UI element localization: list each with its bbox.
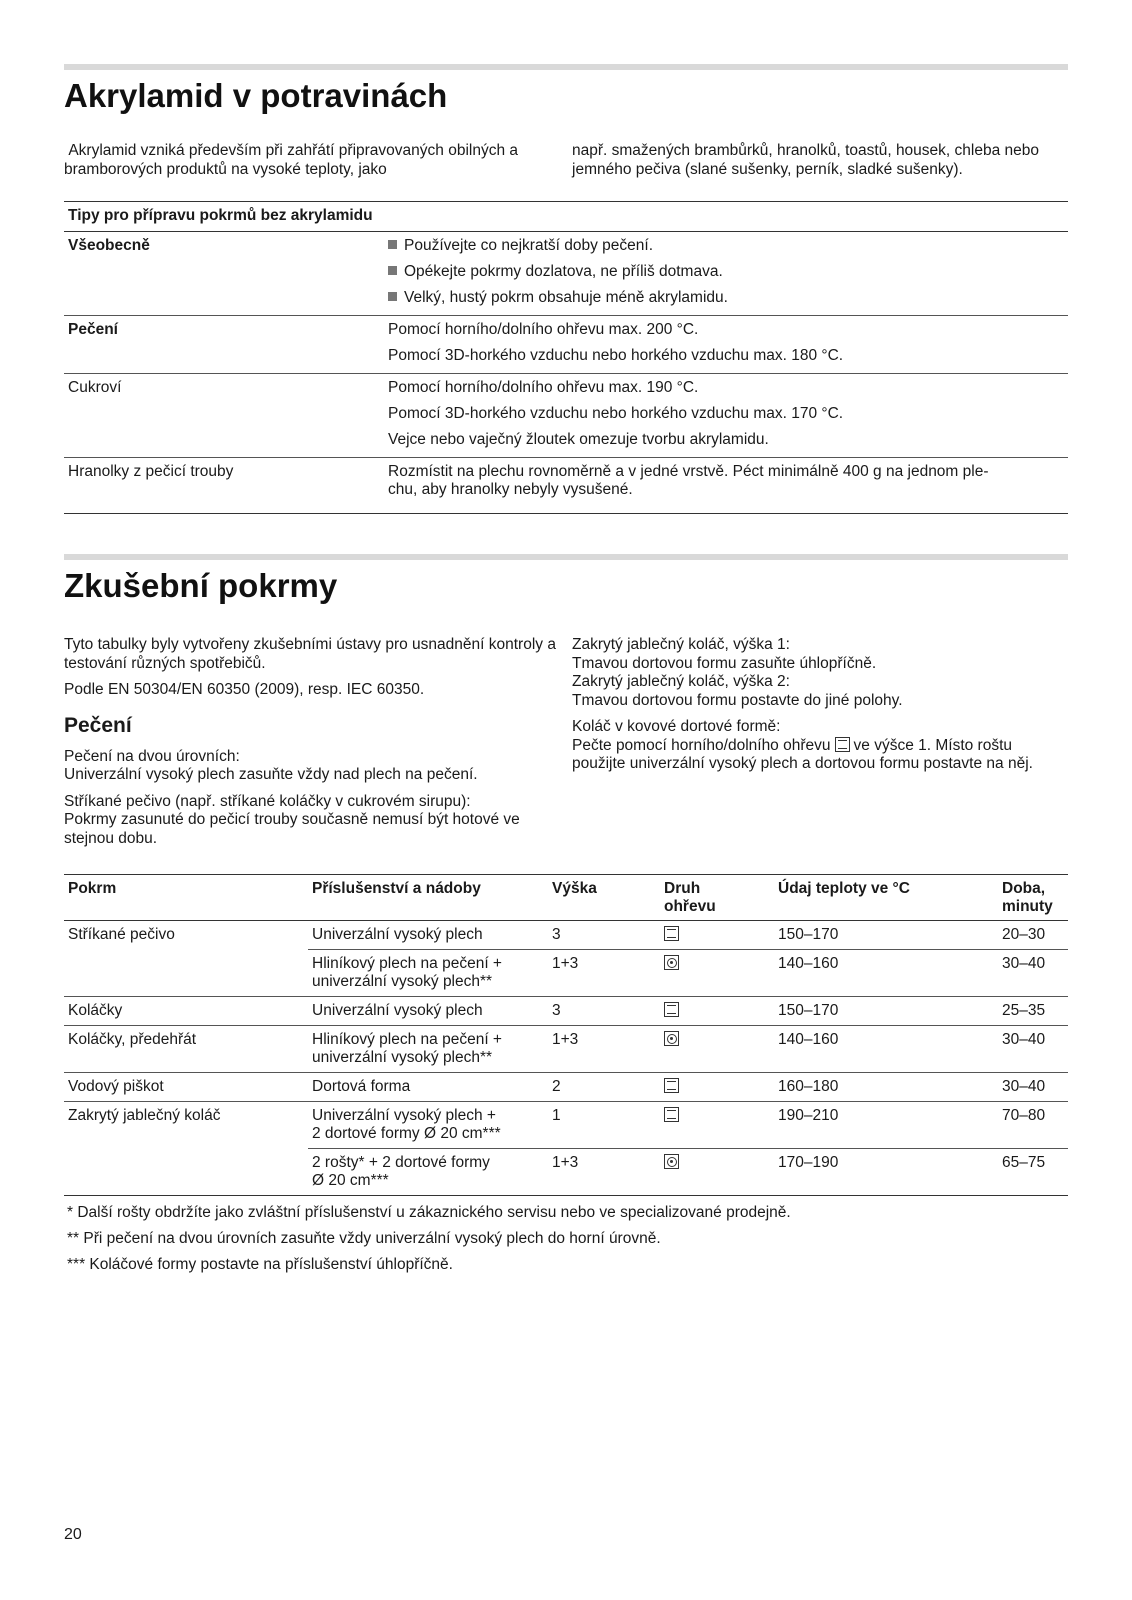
column-header: Druh ohřevu xyxy=(660,875,774,921)
tips-text: Opékejte pokrmy dozlatova, ne příliš dotmava. xyxy=(384,263,1068,289)
cell-h: 2 xyxy=(548,1073,660,1102)
tips-category xyxy=(64,431,384,458)
tips-category xyxy=(64,263,384,289)
cell-temp: 190–210 xyxy=(774,1102,998,1149)
two-levels-paragraph: Pečení na dvou úrovních: Univerzální vysoký plech zasuňte vždy nad plech na pečení. xyxy=(64,747,478,783)
cell-dish: Stříkané pečivo xyxy=(68,926,175,943)
cell-acc: Univerzální vysoký plech + 2 dortové formy Ø 20 cm*** xyxy=(308,1102,548,1149)
tips-text: Pomocí horního/dolního ohřevu max. 190 °C. xyxy=(384,374,1068,406)
footnote: *** Koláčové formy postavte na příslušenství úhlopříčně. xyxy=(67,1256,453,1273)
cell-dish: Zakrytý jablečný koláč xyxy=(64,1102,308,1149)
column-header: Příslušenství a nádoby xyxy=(308,875,548,921)
cell-dish xyxy=(64,950,308,997)
cell-h: 3 xyxy=(548,997,660,1026)
tips-row xyxy=(64,289,1068,316)
heating-type-cell xyxy=(660,1149,774,1196)
table-row xyxy=(64,1026,1068,1073)
table-row xyxy=(64,950,1068,997)
baking-subheading: Pečení xyxy=(64,713,132,737)
cell-time: 25–35 xyxy=(998,997,1068,1026)
tips-row xyxy=(64,232,1068,264)
section-divider xyxy=(64,64,1068,70)
cell-acc: Hliníkový plech na pečení + univerzální vysoký plech** xyxy=(308,1026,548,1073)
topbottom-heat-icon xyxy=(664,1078,679,1093)
column-header: Pokrm xyxy=(64,875,308,921)
tips-category: Všeobecně xyxy=(64,232,384,264)
tips-table-header: Tipy pro přípravu pokrmů bez akrylamidu xyxy=(64,202,1068,232)
cell-dish: Vodový piškot xyxy=(64,1073,308,1102)
table-row xyxy=(64,1102,1068,1149)
fan-heat-icon xyxy=(664,955,679,970)
piped-pastry-paragraph: Stříkané pečivo (např. stříkané koláčky v cukrovém sirupu): Pokrmy zasunuté do pečicí trouby současně nemusí být hotové ve stejnou dobu. xyxy=(64,792,520,847)
table-row xyxy=(64,921,1068,950)
section-divider xyxy=(64,554,1068,560)
tips-row xyxy=(64,263,1068,289)
heating-type-cell xyxy=(660,997,774,1026)
intro-columns xyxy=(64,142,1068,179)
table-row xyxy=(64,1073,1068,1102)
tips-row xyxy=(64,405,1068,431)
column-header: Výška xyxy=(548,875,660,921)
section-title-test-dishes: Zkušební pokrmy xyxy=(64,567,338,604)
tips-row xyxy=(64,347,1068,374)
column-header: Údaj teploty ve °C xyxy=(774,875,998,921)
test-dishes-table xyxy=(64,874,1068,1196)
heating-type-cell xyxy=(660,1026,774,1073)
tips-text: Vejce nebo vaječný žloutek omezuje tvorbu akrylamidu. xyxy=(388,431,769,448)
cell-time: 65–75 xyxy=(998,1149,1068,1196)
tips-row xyxy=(64,316,1068,348)
acrylamide-tips-table xyxy=(64,201,1068,514)
cell-dish: Koláčky, předehřát xyxy=(64,1026,308,1073)
tips-row xyxy=(64,458,1068,514)
metal-form-paragraph: Koláč v kovové dortové formě: Pečte pomocí horního/dolního ohřevu ve výšce 1. Místo roštu použijte univerzální vysoký plech a dortovou formu postavte na něj. xyxy=(572,718,1033,772)
tips-category xyxy=(64,289,384,316)
bullet-square-icon xyxy=(388,292,397,301)
section-title-acrylamide: Akrylamid v potravinách xyxy=(64,77,448,114)
cell-acc: Univerzální vysoký plech xyxy=(312,926,483,943)
tips-row xyxy=(64,374,1068,406)
apple-pie-paragraph: Zakrytý jablečný koláč, výška 1: Tmavou dortovou formu zasuňte úhlopříčně. Zakrytý jablečný koláč, výška 2: Tmavou dortovou formu postavte do jiné polohy. xyxy=(572,636,903,709)
tips-category: Cukroví xyxy=(64,374,384,406)
cell-dish: Koláčky xyxy=(64,997,308,1026)
heating-type-cell xyxy=(660,921,774,950)
cell-time: 20–30 xyxy=(1002,926,1046,943)
cell-time: 30–40 xyxy=(998,1026,1068,1073)
cell-h: 1+3 xyxy=(548,1149,660,1196)
cell-temp: 140–160 xyxy=(774,1026,998,1073)
topbottom-heat-icon xyxy=(664,926,679,941)
tips-category xyxy=(64,405,384,431)
tips-text: Velký, hustý pokrm obsahuje méně akrylamidu. xyxy=(384,289,1068,316)
tips-category: Pečení xyxy=(64,316,384,348)
footnote: ** Při pečení na dvou úrovních zasuňte vždy univerzální vysoký plech do horní úrovně. xyxy=(67,1230,661,1247)
page xyxy=(64,64,1068,1282)
heating-type-cell xyxy=(660,950,774,997)
intro-right: např. smažených brambůrků, hranolků, toastů, housek, chleba nebo jemného pečiva (slané sušenky, perník, sladké sušenky). xyxy=(572,142,1039,178)
tips-text: Pomocí 3D-horkého vzduchu nebo horkého vzduchu max. 170 °C. xyxy=(388,405,844,422)
fan-heat-icon xyxy=(664,1154,679,1169)
topbottom-heat-icon xyxy=(664,1107,679,1122)
cell-acc: Hliníkový plech na pečení + univerzální vysoký plech** xyxy=(308,950,548,997)
cell-temp: 150–170 xyxy=(774,997,998,1026)
page-number: 20 xyxy=(64,1526,82,1543)
fan-heat-icon xyxy=(664,1031,679,1046)
test-left-column xyxy=(64,636,560,856)
cell-acc: Univerzální vysoký plech xyxy=(308,997,548,1026)
heating-type-cell xyxy=(660,1073,774,1102)
heating-type-cell xyxy=(660,1102,774,1149)
cell-temp: 170–190 xyxy=(774,1149,998,1196)
table-row xyxy=(64,997,1068,1026)
cell-temp: 160–180 xyxy=(774,1073,998,1102)
tips-text: Rozmístit na plechu rovnoměrně a v jedné vrstvě. Péct minimálně 400 g na jednom ple- chu, aby hranolky nebyly vysušené. xyxy=(384,458,1068,514)
test-dishes-columns xyxy=(64,636,1068,856)
cell-dish xyxy=(64,1149,308,1196)
tips-text: Používejte co nejkratší doby pečení. xyxy=(384,232,1068,264)
footnote: * Další rošty obdržíte jako zvláštní příslušenství u zákaznického servisu nebo ve specializované prodejně. xyxy=(67,1204,791,1221)
cell-temp: 150–170 xyxy=(778,926,839,943)
cell-acc: Dortová forma xyxy=(308,1073,548,1102)
column-header: Doba, minuty xyxy=(998,875,1068,921)
cell-h: 3 xyxy=(552,926,561,943)
cell-h: 1+3 xyxy=(548,950,660,997)
test-standard-paragraph: Podle EN 50304/EN 60350 (2009), resp. IEC 60350. xyxy=(64,681,425,698)
tips-category: Hranolky z pečicí trouby xyxy=(64,458,384,514)
cell-acc: 2 rošty* + 2 dortové formy Ø 20 cm*** xyxy=(308,1149,548,1196)
cell-time: 30–40 xyxy=(998,950,1068,997)
footnotes xyxy=(64,1204,1068,1274)
bullet-square-icon xyxy=(388,266,397,275)
table-row xyxy=(64,1149,1068,1196)
topbottom-heat-icon xyxy=(835,737,850,752)
tips-text: Pomocí 3D-horkého vzduchu nebo horkého vzduchu max. 180 °C. xyxy=(388,347,844,364)
cell-time: 30–40 xyxy=(998,1073,1068,1102)
intro-left: Akrylamid vzniká především při zahřátí připravovaných obilných a bramborových produktů na vysoké teploty, jako xyxy=(64,142,523,178)
tips-text: Pomocí horního/dolního ohřevu max. 200 °C. xyxy=(384,316,1068,348)
cell-h: 1 xyxy=(548,1102,660,1149)
bullet-square-icon xyxy=(388,240,397,249)
topbottom-heat-icon xyxy=(664,1002,679,1017)
test-intro-paragraph: Tyto tabulky byly vytvořeny zkušebními ústavy pro usnadnění kontroly a testování různých spotřebičů. xyxy=(64,636,556,672)
cell-h: 1+3 xyxy=(548,1026,660,1073)
cell-temp: 140–160 xyxy=(774,950,998,997)
tips-row xyxy=(64,431,1068,458)
cell-time: 70–80 xyxy=(998,1102,1068,1149)
test-right-column xyxy=(572,636,1068,856)
tips-category xyxy=(64,347,384,374)
